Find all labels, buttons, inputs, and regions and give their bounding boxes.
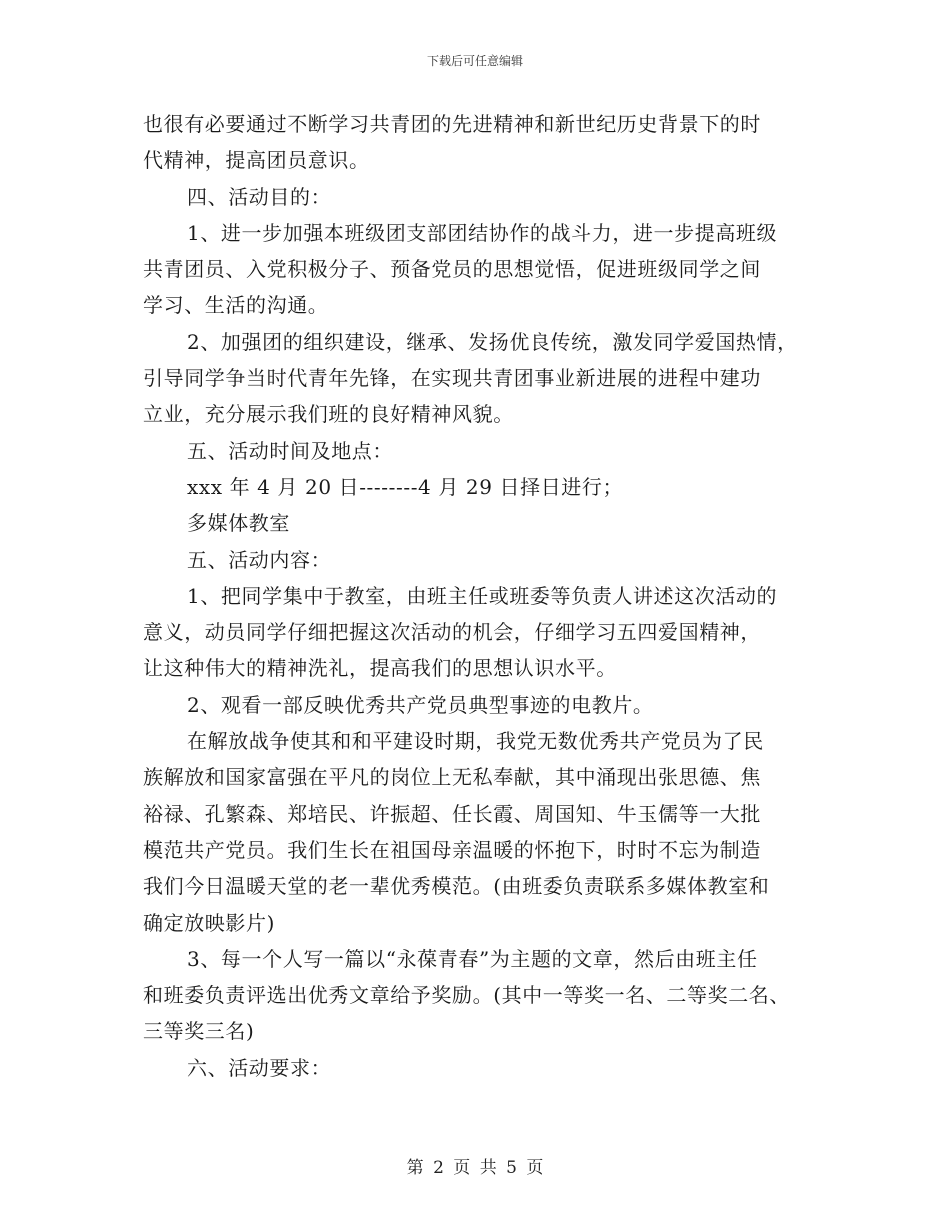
section-heading-content: 五、活动内容： [187, 547, 332, 572]
text-line: 代精神，提高团员意识。 [143, 148, 370, 173]
text-line: 共青团员、入党积极分子、预备党员的思想觉悟，促进班级同学之间 [143, 257, 761, 282]
text-line: 意义，动员同学仔细把握这次活动的机会，仔细学习五四爱国精神， [143, 620, 761, 645]
text-line: 1、进一步加强本班级团支部团结协作的战斗力，进一步提高班级 [187, 220, 778, 245]
text-line: 也很有必要通过不断学习共青团的先进精神和新世纪历史背景下的时 [143, 112, 761, 136]
text-line: 我们今日温暖天堂的老一辈优秀模范。(由班委负责联系多媒体教室和 [143, 874, 770, 899]
text-line: 裕禄、孔繁森、郑培民、许振超、任长霞、周国知、牛玉儒等一大批 [143, 801, 761, 826]
text-line: 立业，充分展示我们班的良好精神风貌。 [143, 402, 514, 427]
text-line: xxx 年 4 月 20 日--------4 月 29 日择日进行； [187, 474, 624, 499]
text-line: 引导同学争当时代青年先锋，在实现共青团事业新进展的进程中建功 [143, 366, 761, 391]
text-line: 在解放战争使其和和平建设时期，我党无数优秀共产党员为了民 [187, 729, 764, 754]
text-line: 模范共产党员。我们生长在祖国母亲温暖的怀抱下，时时不忘为制造 [143, 837, 761, 862]
text-line: 3、每一个人写一篇以“永葆青春”为主题的文章，然后由班主任 [187, 946, 758, 971]
text-line: 学习、生活的沟通。 [143, 293, 329, 318]
text-line: 多媒体教室 [187, 511, 290, 536]
section-heading-requirements: 六、活动要求： [187, 1055, 332, 1080]
text-line: 三等奖三名) [143, 1019, 255, 1044]
text-line: 确定放映影片) [143, 910, 276, 935]
page-header: 下载后可任意编辑 [426, 54, 523, 68]
text-line: 2、观看一部反映优秀共产党员典型事迹的电教片。 [187, 692, 654, 717]
text-line: 让这种伟大的精神洗礼，提高我们的思想认识水平。 [143, 656, 617, 681]
text-line: 1、把同学集中于教室，由班主任或班委等负责人讲述这次活动的 [187, 583, 778, 608]
section-heading-objectives: 四、活动目的： [187, 184, 332, 209]
document-body [143, 106, 823, 1086]
text-line: 族解放和国家富强在平凡的岗位上无私奉献，其中涌现出张思德、焦 [143, 765, 761, 790]
text-line: 2、加强团的组织建设，继承、发扬优良传统，激发同学爱国热情， [187, 329, 798, 354]
section-heading-time-place: 五、活动时间及地点： [187, 438, 393, 463]
text-line: 和班委负责评选出优秀文章给予奖励。(其中一等奖一名、二等奖二名、 [143, 983, 791, 1008]
page-footer: 第 2 页 共 5 页 [406, 1158, 544, 1178]
